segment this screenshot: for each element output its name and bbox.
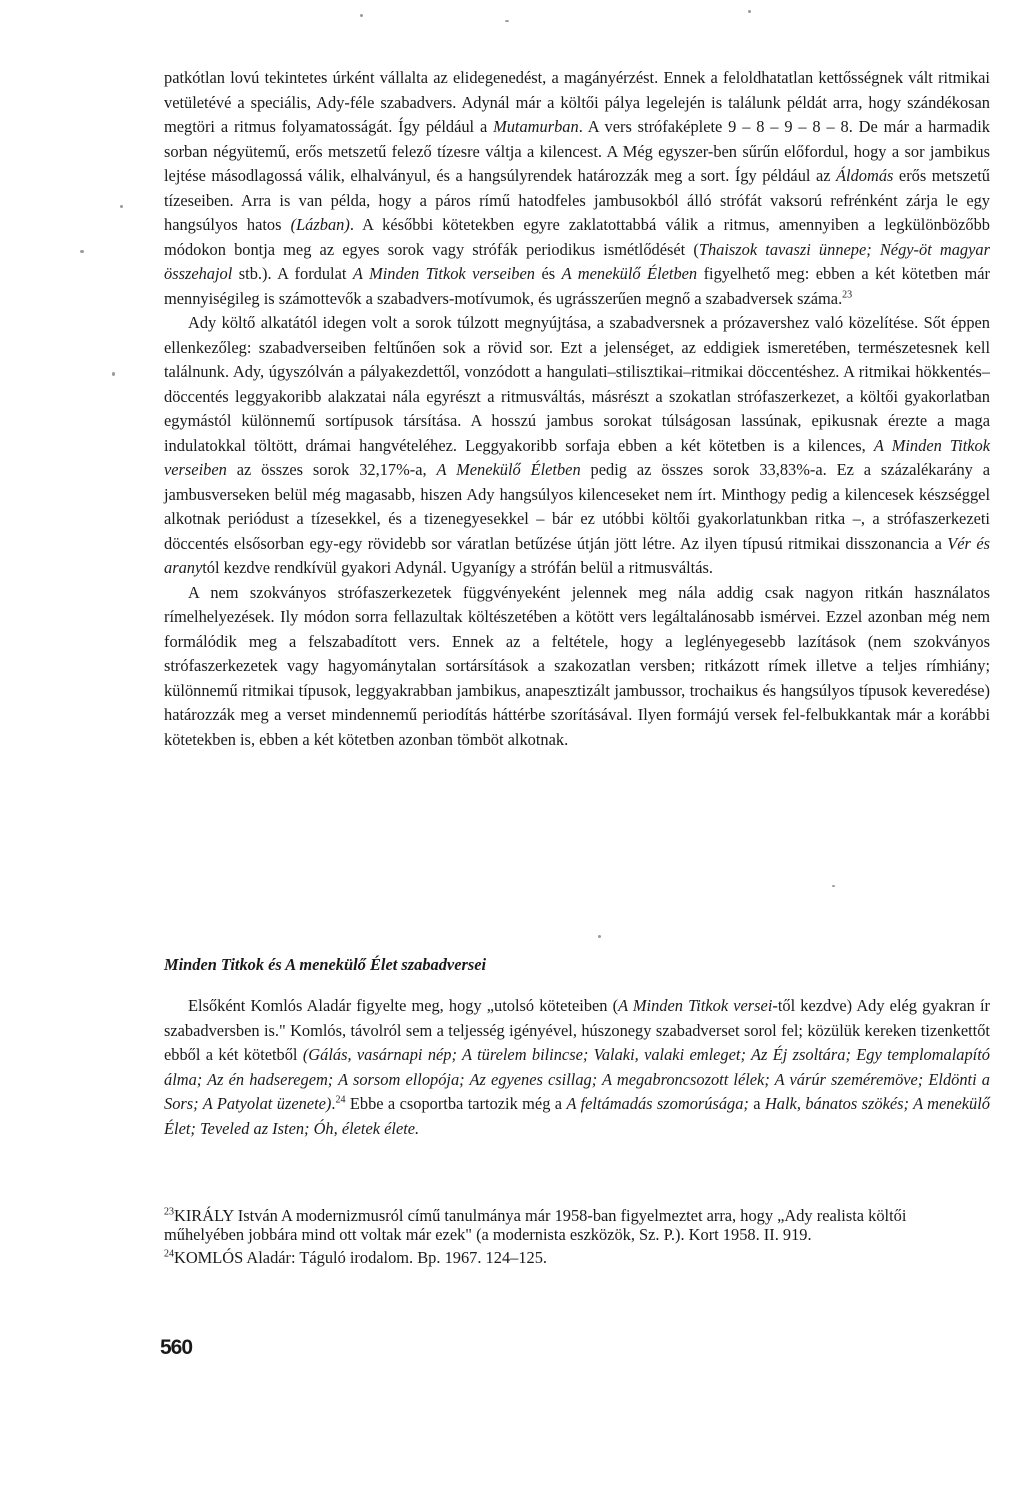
page-number: 560 [160, 1336, 193, 1359]
scan-speck [598, 935, 601, 938]
italic-title: Mutamurban [493, 117, 579, 136]
text-run: Ebbe a csoportba tartozik még a [345, 1094, 567, 1113]
text-run: . [331, 1094, 336, 1113]
text-run: erős metszetű tízeseiben. Arra is van példa, hogy a páros rímű hatodfeles jambusokból álló strófát vaksorú refrénként zárja le egy hangsúlyos hatos [164, 166, 990, 234]
text-run: pedig az összes sorok 33,83%-a. Ez a százalékarány a jambusverseken belül még magasabb, hiszen Ady hangsúlyos kilenceseket nem írt. Minthogy pedig a kilencesek készséggel alkotnak periódust a tízesekkel, és a tizenegyesekkel – bár ez utóbbi költői gyakorlatunkban ritka –, a strófaszerkezeti döccentés elsősorban egy-egy rövidebb sor váratlan betűzése útján jött létre. Az ilyen típusú ritmikai disszonancia a [164, 460, 990, 553]
text-run: tól kezdve rendkívül gyakori Adynál. Ugyanígy a strófán belül a ritmusváltás. [202, 558, 713, 577]
text-run: az összes sorok 32,17%-a, [226, 460, 437, 479]
paragraph [164, 994, 990, 1141]
italic-title: Thaiszok tavaszi ünnepe; Négy-öt magyar összehajol [164, 239, 990, 283]
paragraph [164, 66, 990, 311]
paragraph [164, 311, 990, 581]
section-body [164, 994, 990, 1141]
italic-title: A Menekülő Életben [436, 460, 581, 479]
scan-speck [832, 885, 835, 887]
text-run: és [534, 264, 562, 283]
footnote-mark: 23 [164, 1206, 174, 1218]
text-run: patkótlan lovú tekintetes úrként vállalta az elidegenedést, a magányérzést. Ennek a feloldhatatlan kettősségnek vált ritmikai vetületévé a speciális, Ady-féle szabadvers. Adynál már a költői pálya legelején is találunk példát arra, hogy szándékosan megtöri a ritmus folyamatosságát. Így például a [164, 68, 990, 136]
footnote-ref: 24 [335, 1094, 346, 1106]
italic-title: (Gálás, vasárnapi nép; A türelem bilincse; Valaki, valaki emleget; Az Éj zsoltára; Egy templomalapító álma; Az én hadseregem; A sorsom ellopója; Az egyenes csillag; A megabroncsozott lélek; A várúr szeméremöve; Eldönti a Sors; A Patyolat üzenete) [164, 1045, 990, 1113]
italic-title: A Minden Titkok versei [618, 996, 773, 1015]
footnote-text: KIRÁLY István A modernizmusról című tanulmánya már 1958-ban figyelmeztet arra, hogy „Ady realista költői műhelyében jobbára mind ott voltak már ezek" (a modernista eszközök, Sz. P.). Kort 1958. II. 919. [164, 1206, 907, 1244]
section-title: Minden Titkok és A menekülő Élet szabadversei [164, 955, 487, 974]
text-run: stb.). A fordulat [232, 264, 353, 283]
italic-title: Halk, bánatos szökés; A menekülő Élet; Teveled az Isten; Óh, életek élete. [164, 1094, 990, 1138]
footnote [164, 1248, 990, 1267]
scan-speck [80, 250, 84, 253]
italic-title: Áldomás [836, 166, 894, 185]
footnotes [164, 1206, 990, 1267]
scan-speck [505, 20, 509, 22]
scan-speck [360, 14, 363, 17]
scan-speck [112, 372, 115, 376]
text-run: . A későbbi kötetekben egyre zaklatottabbá válik a ritmus, amennyiben a legkülönbözőbb módokon bontja meg az egyes sorok vagy strófák periodikus ismétlődését ( [164, 215, 990, 259]
italic-title: A feltámadás szomorúsága; [566, 1094, 749, 1113]
scan-speck [120, 205, 123, 208]
text-run: -től kezdve) Ady elég gyakran ír szabadversben is." Komlós, távolról sem a teljesség igényével, húszonegy szabadverset sorol fel; közülük kereken tizenkettőt ebből a két kötetből [164, 996, 990, 1064]
italic-title: A Minden Titkok verseiben [352, 264, 535, 283]
text-run: figyelhető meg: ebben a két kötetben már mennyiségileg is számottevők a szabadvers-motívumok, és ugrásszerűen megnő a szabadversek száma. [164, 264, 991, 308]
footnote-ref: 23 [842, 289, 853, 301]
text-run: a [748, 1094, 765, 1113]
footnote-text: KOMLÓS Aladár: Táguló irodalom. Bp. 1967. 124–125. [174, 1248, 548, 1267]
text-run: . A vers strófaképlete 9 – 8 – 9 – 8 – 8. De már a harmadik sorban négyütemű, erős metszetű felező tízesre váltja a kilencest. A Még egyszer-ben sűrűn előfordul, hogy a sor jambikus lejtése másodlagossá válik, elhalványul, és a hangsúlyrendek határozzák meg a sort. Így például az [164, 117, 990, 185]
scan-speck [748, 10, 751, 13]
footnote-mark: 24 [164, 1248, 174, 1260]
text-run: Elsőként Komlós Aladár figyelte meg, hogy „utolsó köteteiben ( [188, 996, 619, 1015]
italic-title: A Minden Titkok verseiben [164, 435, 991, 479]
italic-title: Vér és arany [164, 533, 990, 577]
text-run: Ady költő alkatától idegen volt a sorok túlzott megnyújtása, a szabadversnek a prózavershez való közelítése. Sőt éppen ellenkezőleg: szabadverseiben feltűnően sok a rövid sor. Ezt a jelenséget, az eddigiek ismeretében, természetesnek kell találnunk. Ady, úgyszólván a pályakezdettől, vonzódott a hangulati–stilisztikai–ritmikai döccentéshez. A ritmikai hökkentés–döccentés leggyakoribb alakzatai nála egyrészt a ritmusváltás, másrészt a szokatlan strófaszerkezet, a költői gyakorlatban egymástól különnemű sortípusok társítása. A hosszú jambus sorokat túlságosan lassúnak, epikusnak érezte a maga indulatokkal töltött, drámai hangvételéhez. Leggyakoribb sorfaja ebben a két kötetben is a kilences, [164, 313, 990, 455]
text-run: A nem szokványos strófaszerkezetek függvényeként jelennek meg nála addig csak nagyon ritkán használatos rímelhelyezések. Ily módon sorra fellazultak költészetében a kötött vers legáltalánosabb ismérvei. Ezzel azonban még nem formálódik meg a felszabadított vers. Ennek az a feltétele, hogy a leglényegesebb lazítások (nem szokványos strófaszerkezetek vagy hagyománytalan sortársítások a szakozatlan versben; ritkázott rímek illetve a teljes rímhiány; különnemű ritmikai típusok, leggyakrabban jambikus, anapesztizált jambussor, trochaikus és hangsúlyos típusok keveredése) határozzák meg a verset mindennemű periodítás háttérbe szorításával. Ilyen formájú versek fel-felbukkantak már a korábbi kötetekben is, ebben a két kötetben azonban tömböt alkotnak. [164, 582, 990, 749]
footnote [164, 1206, 990, 1244]
italic-title: A menekülő Életben [561, 264, 698, 283]
paragraph [164, 581, 990, 753]
italic-title: (Lázban) [290, 215, 350, 234]
main-text [164, 66, 990, 752]
